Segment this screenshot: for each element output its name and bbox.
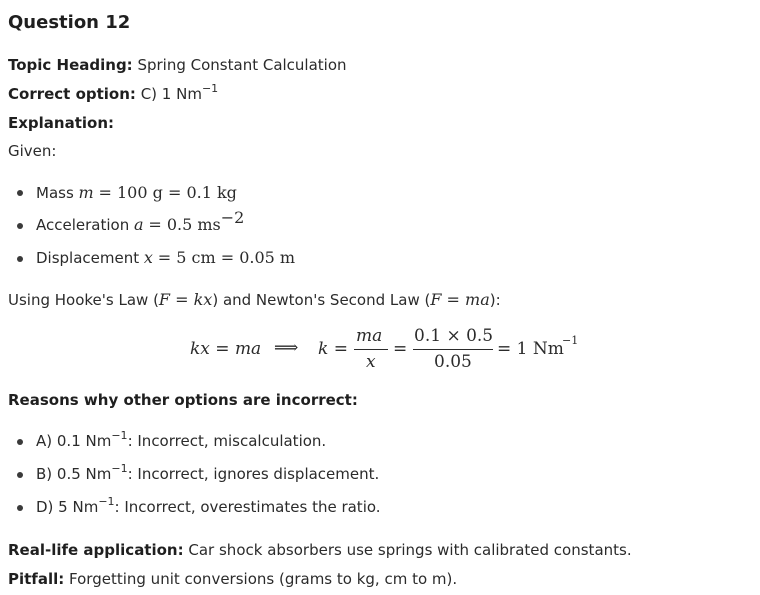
given-item-eq: = 0.5 ms <box>148 215 221 234</box>
math-op: = <box>441 290 466 309</box>
correct-exponent: −1 <box>201 82 219 95</box>
reason-item-a <box>36 429 327 450</box>
reason-item-b <box>36 462 380 483</box>
reason-option: D) 5 Nm <box>36 498 99 516</box>
reason-option: B) 0.5 Nm <box>36 465 112 483</box>
given-item-mass <box>36 183 237 202</box>
reason-option: A) 0.1 Nm <box>36 432 112 450</box>
math-var: F <box>158 290 171 309</box>
fraction2-bar <box>413 349 493 350</box>
bullet-dot <box>17 472 23 478</box>
equation-result-exponent: −1 <box>562 334 579 347</box>
reason-text: : Incorrect, ignores displacement. <box>127 465 380 483</box>
implies-arrow: ⟹ <box>274 338 299 358</box>
fraction2-numerator: 0.1 × 0.5 <box>414 326 494 346</box>
given-item-label: Acceleration <box>36 216 130 234</box>
real-life-label: Real-life application: <box>8 541 184 559</box>
math-var: kx <box>193 290 213 309</box>
fraction1-denominator: x <box>366 352 376 372</box>
fraction1-numerator: ma <box>356 326 383 346</box>
laws-text: ): <box>489 291 501 309</box>
given-item-acceleration <box>36 208 245 234</box>
bullet-dot <box>17 256 23 262</box>
pitfall-label: Pitfall: <box>8 570 65 588</box>
given-item-label: Displacement <box>36 249 140 267</box>
laws-text: Using Hooke's Law ( <box>8 291 159 309</box>
math-var: ma <box>465 290 490 309</box>
given-item-label: Mass <box>36 184 74 202</box>
math-var: F <box>430 290 442 309</box>
given-item-displacement <box>36 248 295 267</box>
laws-sentence <box>8 290 501 309</box>
bullet-dot <box>17 190 23 196</box>
correct-value: C) 1 Nm <box>140 85 202 103</box>
math-op: = <box>170 290 194 309</box>
correct-label: Correct option: <box>8 85 136 103</box>
bullet-dot <box>17 505 23 511</box>
reason-exponent: −1 <box>111 429 128 442</box>
given-item-var: a <box>134 215 144 234</box>
equation-k: k = <box>318 339 348 359</box>
real-life-value: Car shock absorbers use springs with calibrated constants. <box>188 541 632 559</box>
pitfall-value: Forgetting unit conversions (grams to kg, cm to m). <box>69 570 458 588</box>
fraction1-bar <box>354 349 388 350</box>
bullet-dot <box>17 439 23 445</box>
equals-sign: = <box>393 339 408 359</box>
laws-text: ) and Newton's Second Law ( <box>212 291 431 309</box>
given-item-var: x <box>143 248 153 267</box>
real-life-application <box>8 541 632 559</box>
given-item-eq: = 100 g = 0.1 kg <box>98 183 237 202</box>
question-title: Question 12 <box>8 12 131 33</box>
reason-item-d <box>36 495 381 516</box>
reasons-heading: Reasons why other options are incorrect: <box>8 391 358 409</box>
given-item-eq: = 5 cm = 0.05 m <box>157 248 296 267</box>
topic-label: Topic Heading: <box>8 56 133 74</box>
bullet-dot <box>17 223 23 229</box>
topic-value: Spring Constant Calculation <box>137 56 347 74</box>
correct-option <box>8 82 219 103</box>
fraction2-denominator: 0.05 <box>434 352 472 372</box>
given-item-exponent: −2 <box>220 208 245 227</box>
pitfall <box>8 570 457 588</box>
given-label: Given: <box>8 142 57 160</box>
reason-text: : Incorrect, miscalculation. <box>127 432 327 450</box>
given-item-var: m <box>78 183 94 202</box>
equation-result: = 1 Nm <box>497 339 564 359</box>
topic-heading <box>8 56 347 74</box>
reason-exponent: −1 <box>111 462 128 475</box>
explanation-label: Explanation: <box>8 114 115 132</box>
equation-lhs: kx = ma <box>190 339 262 359</box>
display-equation <box>0 322 760 378</box>
reason-text: : Incorrect, overestimates the ratio. <box>114 498 381 516</box>
reason-exponent: −1 <box>98 495 115 508</box>
